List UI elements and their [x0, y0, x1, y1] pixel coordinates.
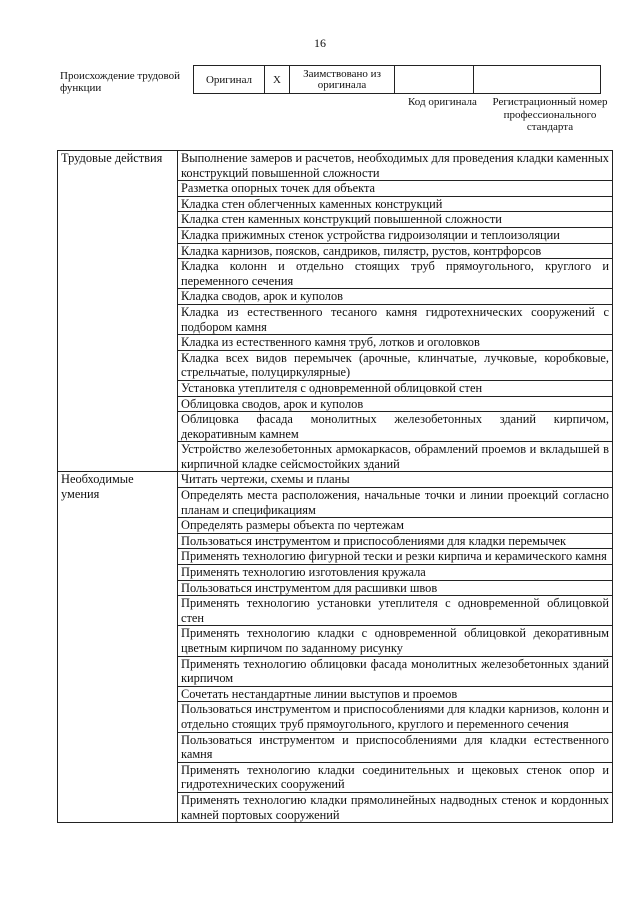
table-cell: Облицовка сводов, арок и куполов — [178, 396, 613, 412]
table-cell: Пользоваться инструментом и приспособлениями для кладки карнизов, колонн и отдельно стоящих труб прямоугольного, круглого и переменного сечения — [178, 702, 613, 732]
table-cell: Определять размеры объекта по чертежам — [178, 518, 613, 534]
table-cell: Кладка стен каменных конструкций повышенной сложности — [178, 212, 613, 228]
table-cell: Применять технологию кладки прямолинейных надводных стенок и кордонных камней портовых сооружений — [178, 792, 613, 822]
table-cell: Применять технологию установки утеплителя с одновременной облицовкой стен — [178, 596, 613, 626]
table-cell: Устройство железобетонных армокаркасов, обрамлений проемов и вкладышей в кирпичной кладке сейсмостойких зданий — [178, 442, 613, 472]
table-cell: Кладка из естественного тесаного камня гидротехнических сооружений с подбором камня — [178, 304, 613, 334]
origin-table — [193, 65, 601, 94]
table-cell: Установка утеплителя с одновременной облицовкой стен — [178, 380, 613, 396]
table-cell: Пользоваться инструментом и приспособлениями для кладки перемычек — [178, 533, 613, 549]
origin-label: Происхождение трудовой функции — [60, 70, 181, 94]
table-cell: Применять технологию фигурной тески и резки кирпича и керамического камня — [178, 549, 613, 565]
table-cell: Кладка всех видов перемычек (арочные, клинчатые, лучковые, коробковые, стрельчатые, полуциркулярные) — [178, 350, 613, 380]
table-cell: Кладка из естественного камня труб, лотков и оголовков — [178, 335, 613, 351]
registration-number-cell — [474, 66, 601, 94]
table-row — [58, 151, 613, 181]
table-cell: Разметка опорных точек для объекта — [178, 181, 613, 197]
table-cell: Читать чертежи, схемы и планы — [178, 472, 613, 488]
page-number: 16 — [314, 36, 326, 50]
competency-table — [57, 150, 613, 823]
table-cell: Применять технологию изготовления кружала — [178, 565, 613, 581]
table-cell: Применять технологию облицовки фасада монолитных железобетонных зданий кирпичом — [178, 656, 613, 686]
table-cell: Определять места расположения, начальные точки и линии проекций согласно планам и спецификациям — [178, 488, 613, 518]
group-title: Трудовые действия — [58, 151, 178, 472]
table-cell: Пользоваться инструментом для расшивки швов — [178, 580, 613, 596]
table-cell: Кладка стен облегченных каменных конструкций — [178, 196, 613, 212]
code-caption: Код оригинала — [408, 96, 477, 108]
table-cell: Облицовка фасада монолитных железобетонных зданий кирпичом, декоративным камнем — [178, 412, 613, 442]
table-cell: Кладка прижимных стенок устройства гидроизоляции и теплоизоляции — [178, 227, 613, 243]
table-cell: Выполнение замеров и расчетов, необходимых для проведения кладки каменных конструкций повышенной сложности — [178, 151, 613, 181]
table-cell: Кладка карнизов, поясков, сандриков, пилястр, рустов, контрфорсов — [178, 243, 613, 259]
registration-caption: Регистрационный номер профессионального стандарта — [492, 96, 608, 133]
table-row — [58, 472, 613, 488]
table-cell: Сочетать нестандартные линии выступов и проемов — [178, 686, 613, 702]
original-cell: Оригинал — [194, 66, 265, 94]
original-mark: X — [265, 66, 290, 94]
table-cell: Применять технологию кладки с одновременной облицовкой декоративным цветным кирпичом по заданному рисунку — [178, 626, 613, 656]
original-code-cell — [395, 66, 474, 94]
table-cell: Применять технологию кладки соединительных и щековых стенок опор и гидротехнических сооружений — [178, 762, 613, 792]
table-cell: Кладка сводов, арок и куполов — [178, 289, 613, 305]
table-cell: Пользоваться инструментом и приспособлениями для кладки естественного камня — [178, 732, 613, 762]
table-cell: Кладка колонн и отдельно стоящих труб прямоугольного, круглого и переменного сечения — [178, 259, 613, 289]
group-title: Необходимые умения — [58, 472, 178, 823]
borrowed-cell: Заимствовано из оригинала — [290, 66, 395, 94]
